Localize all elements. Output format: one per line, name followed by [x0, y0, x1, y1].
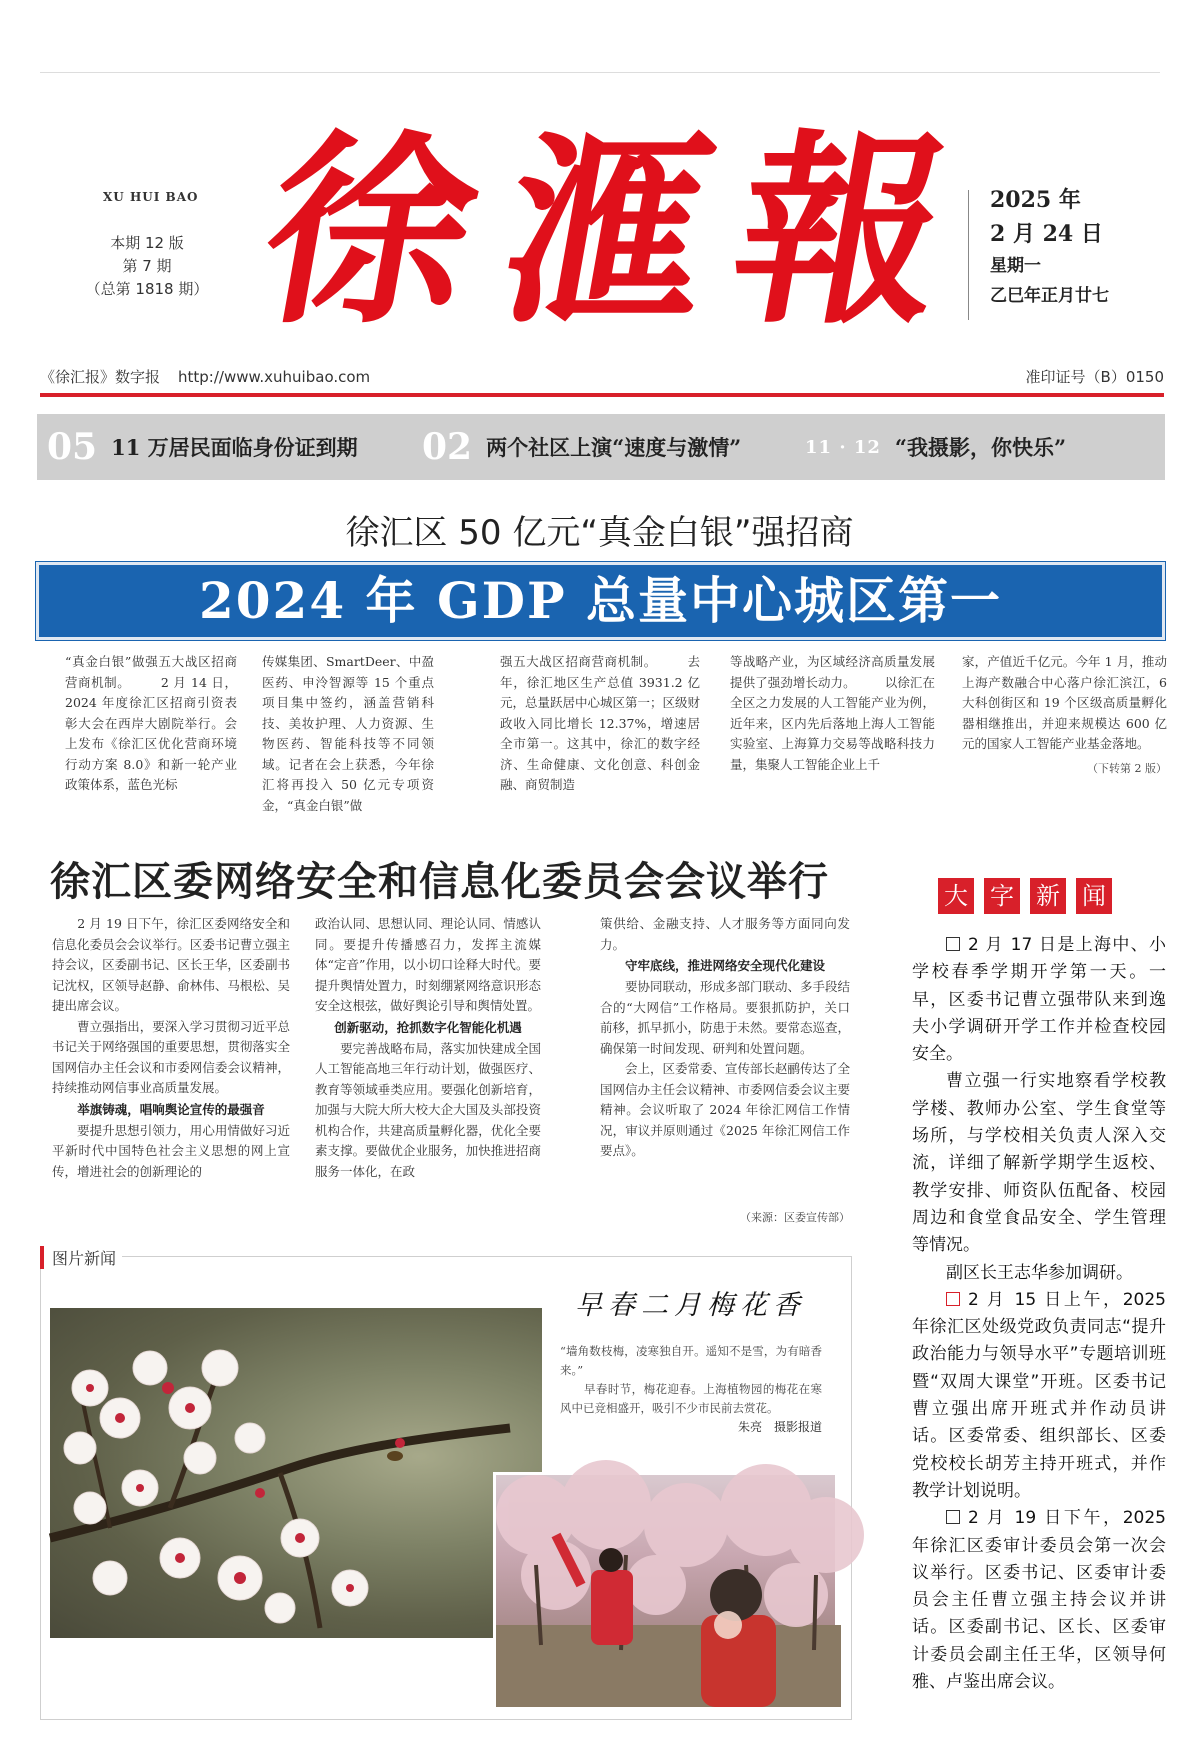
- big-news-item: 副区长王志华参加调研。: [946, 1262, 1133, 1283]
- big-news-item: 2 月 19 日下午，2025 年徐汇区委审计委员会第一次会议举行。区委书记、区委审计委员会主任曹立强主持会议并讲话。区委副书记、区长、区委审计委员会副主任王华，区领导何雅、卢鉴出席会议。: [912, 1508, 1166, 1693]
- photo-news-text: 早春时节，梅花迎春。上海植物园的梅花在寒风中已竞相盛开，吸引不少市民前去赏花。: [560, 1382, 822, 1415]
- logo-char-3: 報: [716, 112, 965, 352]
- photo-news-title: 早春二月梅花香: [575, 1290, 806, 1321]
- website-link[interactable]: http://www.xuhuibao.com: [178, 368, 371, 386]
- date-lunar: 乙巳年正月廿七: [990, 286, 1109, 306]
- story2-column-2: 政治认同、思想认同、理论认同、情感认同。要提升传播感召力，发挥主流媒体“定音”作用，以小切口诠释大时代。要提升舆情处置力，时刻绷紧网络意识形态安全这根弦，做好舆论引导和舆情处置。 创新驱动，抢抓数字化智能化机遇 要完善战略布局，落实加快建成全国人工智能高地三年行动计划，做强医疗、教育等领域垂类应用。要强化创新培育，加强与大院大所大校大企大国及头部投资机构合作，共建高质量孵化器，优化全要素支撑。要做优企业服务，加快推进招商服务一体化，在政: [315, 916, 541, 1179]
- date-year: 2025 年: [990, 187, 1081, 213]
- lead-column-1: “真金白银”做强五大战区招商营商机制。 2 月 14 日，2024 年度徐汇区招商引资表彰大会在西岸大剧院举行。会上发布《徐汇区优化营商环境行动方案 8.0》和新一轮产业政策体系，蓝色光标: [65, 654, 237, 792]
- teaser-page-number: 11 · 12: [805, 436, 881, 458]
- square-bullet-icon: [946, 1510, 960, 1524]
- issue-info: [82, 232, 212, 301]
- square-bullet-icon: [946, 937, 960, 951]
- newspaper-logo: [246, 105, 965, 360]
- date-weekday: 星期一: [990, 256, 1041, 276]
- big-news-char: 字: [984, 878, 1020, 914]
- teaser-page-number: 02: [422, 426, 473, 468]
- issue-pages: 本期 12 版: [110, 234, 184, 252]
- license-number: 准印证号（B）0150: [1025, 368, 1164, 386]
- story2-subhead-1: 举旗铸魂，唱响舆论宣传的最强音: [77, 1101, 265, 1117]
- teaser-headline: 两个社区上演“速度与激情”: [486, 435, 742, 460]
- teaser-page-number: 05: [47, 426, 98, 468]
- continued-note[interactable]: （下转第 2 版）: [1087, 762, 1167, 775]
- photo-news-caption: [560, 1342, 822, 1437]
- top-rule: [40, 72, 1160, 73]
- plum-garden-photo: [493, 1472, 838, 1704]
- story2-headline: 徐汇区委网络安全和信息化委员会会议举行: [50, 858, 829, 905]
- masthead-red-rule: [40, 393, 1164, 397]
- big-news-char: 大: [938, 878, 974, 914]
- lead-column-3: 强五大战区招商营商机制。 去年，徐汇地区生产总值 3931.2 亿元，总量跃居中心城区第一；区级财政收入同比增长 12.37%，增速居全市第一。这其中，徐汇的数字经济、生命健康、文化创意、科创金融、商贸制造: [500, 654, 701, 792]
- story2-subhead-2: 创新驱动，抢抓数字化智能化机遇: [334, 1019, 522, 1035]
- big-news-char: 闻: [1076, 878, 1112, 914]
- issue-total: （总第 1818 期）: [85, 280, 209, 298]
- plum-branch-image: [50, 1308, 542, 1638]
- lead-subtitle: 徐汇区 50 亿元“真金白银”强招商: [345, 513, 854, 553]
- lead-title: 2024 年 GDP 总量中心城区第一: [198, 571, 1003, 630]
- masthead-info-bar: [40, 366, 1164, 388]
- date-day: 2 月 24 日: [990, 221, 1103, 247]
- photo-news-quote: “墙角数枝梅，凌寒独自开。遥知不是雪，为有暗香来。”: [560, 1344, 822, 1377]
- photo-credit: 朱亮 摄影报道: [737, 1420, 822, 1434]
- big-news-list: [912, 932, 1166, 1696]
- digital-edition-label: 《徐汇报》数字报: [40, 368, 161, 386]
- big-news-title: [938, 878, 1112, 914]
- lead-column-2: 传媒集团、SmartDeer、中盈医药、申泠智源等 15 个重点项目集中签约，涵盖营销科技、美妆护理、人力资源、生物医药、智能科技等不同领域。记者在会上获悉，今年徐汇将再投入 50 亿元专项资金，“真金白银”做: [262, 654, 434, 813]
- big-news-item: 曹立强一行实地察看学校教学楼、教师办公室、学生食堂等场所，与学校相关负责人深入交流，详细了解新学期学生返校、教学安排、师资队伍配备、校园周边和食堂食品安全、学生管理等情况。: [912, 1071, 1166, 1256]
- logo-char-2: 滙: [484, 112, 733, 352]
- story2-subhead-3: 守牢底线，推进网络安全现代化建设: [624, 958, 825, 973]
- teaser-headline: “我摄影，你快乐”: [894, 435, 1067, 460]
- teaser-bar: [37, 414, 1165, 480]
- big-news-item: 2 月 17 日是上海中、小学校春季学期开学第一天。一早，区委书记曹立强带队来到逸夫小学调研开学工作并检查校园安全。: [912, 935, 1166, 1065]
- issue-number: 第 7 期: [122, 257, 172, 275]
- logo-char-1: 徐: [246, 112, 495, 352]
- lead-column-4: 等战略产业，为区域经济高质量发展提供了强劲增长动力。 以徐汇在全区之力发展的人工智能产业为例，近年来，区内先后落地上海人工智能实验室、上海算力交易等战略科技力量，集聚人工智能企业上千: [730, 654, 935, 772]
- plum-blossom-photo: [50, 1308, 542, 1638]
- teaser-headline: 11 万居民面临身份证到期: [111, 435, 358, 460]
- story2-column-3: 策供给、金融支持、人才服务等方面同向发力。 守牢底线，推进网络安全现代化建设 要协同联动，形成多部门联动、多手段结合的“大网信”工作格局。要狠抓防护，关口前移，抓早抓小，防患于未然。要常态巡查，确保第一时间发现、研判和处置问题。 会上，区委常委、宣传部长赵鹂传达了全国网信办主任会议精神、市委网信委会议主要精神。会议听取了 2024 年徐汇网信工作情况，审议并原则通过《2025 年徐汇网信工作要点》。 （来源：区委宣传部）: [600, 916, 851, 1224]
- big-news-char: 新: [1030, 878, 1066, 914]
- square-bullet-icon: [946, 1292, 960, 1306]
- big-news-item: 2 月 15 日上午，2025 年徐汇区处级党政负责同志“提升政治能力与领导水平”专题培训班暨“双周大课堂”开班。区委书记曹立强出席开班式并作动员讲话。区委常委、组织部长、区委党校校长胡芳主持开班式，并作教学计划说明。: [912, 1289, 1166, 1501]
- teaser-item[interactable]: [47, 414, 358, 480]
- date-divider: [968, 190, 969, 320]
- photo-news-label: 图片新闻: [40, 1246, 122, 1269]
- issue-date: [990, 183, 1109, 311]
- lead-title-band: [36, 562, 1165, 640]
- story2-byline: （来源：区委宣传部）: [740, 1211, 850, 1224]
- plum-garden-image: [496, 1475, 841, 1707]
- teaser-item[interactable]: [805, 414, 1066, 480]
- story2-column-1: 2 月 19 日下午，徐汇区委网络安全和信息化委员会会议举行。区委书记曹立强主持会议，区委副书记、区长王华，区委副书记沈权，区领导赵静、俞林伟、马根松、吴捷出席会议。 曹立强指出，要深入学习贯彻习近平总书记关于网络强国的重要思想，贯彻落实全国网信办主任会议和市委网信委会议精神，持续推动网信事业高质量发展。 举旗铸魂，唱响舆论宣传的最强音 要提升思想引领力，用心用情做好习近平新时代中国特色社会主义思想的网上宣传，增进社会的创新理论的: [52, 916, 290, 1179]
- lead-column-5: 家，产值近千亿元。今年 1 月，推动上海产数融合中心落户徐汇滨江，6 大科创街区和 19 个区级高质量孵化器相继推出，并迎来规模达 600 亿元的国家人工智能产业基金落地。 （下转第 2 版）: [962, 654, 1167, 775]
- teaser-item[interactable]: [422, 414, 741, 480]
- masthead-pinyin: XU HUI BAO: [103, 190, 199, 204]
